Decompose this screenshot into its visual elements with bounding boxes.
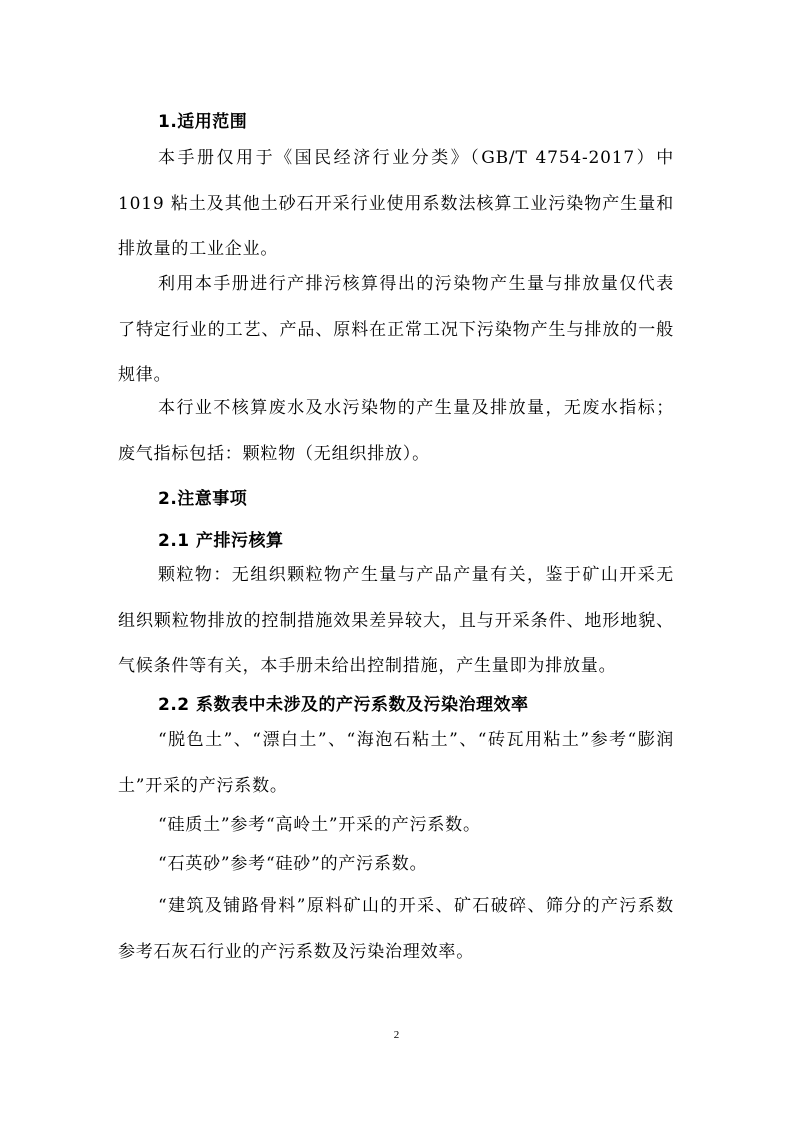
section-2-2-paragraph-2: “硅质土”参考“高岭土”开采的产污系数。: [158, 815, 481, 835]
section-2-1-paragraph: 颗粒物：无组织颗粒物产生量与产品产量有关，鉴于矿山开采无组织颗粒物排放的控制措施效果差异较大，且与开采条件、地形地貌、气候条件等有关，本手册未给出控制措施，产生量即为排放量。: [118, 565, 674, 676]
section-2-2-paragraph-4: “建筑及铺路骨料”原料矿山的开采、矿石破碎、筛分的产污系数参考石灰石行业的产污系数及污染治理效率。: [118, 896, 674, 962]
section-1-paragraph-1: 本手册仅用于《国民经济行业分类》（GB/T 4754-2017）中 1019 粘土及其他土砂石开采行业使用系数法核算工业污染物产生量和排放量的工业企业。: [118, 148, 674, 259]
section-1-heading: 1.适用范围: [158, 112, 248, 132]
section-2-heading: 2.注意事项: [158, 489, 248, 509]
page-number: 2: [393, 1029, 400, 1041]
section-2-2-paragraph-3: “石英砂”参考“硅砂”的产污系数。: [158, 854, 428, 874]
section-2-2-heading: 2.2 系数表中未涉及的产污系数及污染治理效率: [158, 695, 529, 715]
section-1-paragraph-3: 本行业不核算废水及水污染物的产生量及排放量，无废水指标；废气指标包括：颗粒物（无组织排放）。: [118, 398, 674, 464]
section-2-1-heading: 2.1 产排污核算: [158, 531, 284, 551]
section-2-2-paragraph-1: “脱色土”、“漂白土”、“海泡石粘土”、“砖瓦用粘土”参考“膨润土”开采的产污系数。: [118, 730, 674, 796]
section-1-paragraph-2: 利用本手册进行产排污核算得出的污染物产生量与排放量仅代表了特定行业的工艺、产品、原料在正常工况下污染物产生与排放的一般规律。: [118, 274, 674, 385]
